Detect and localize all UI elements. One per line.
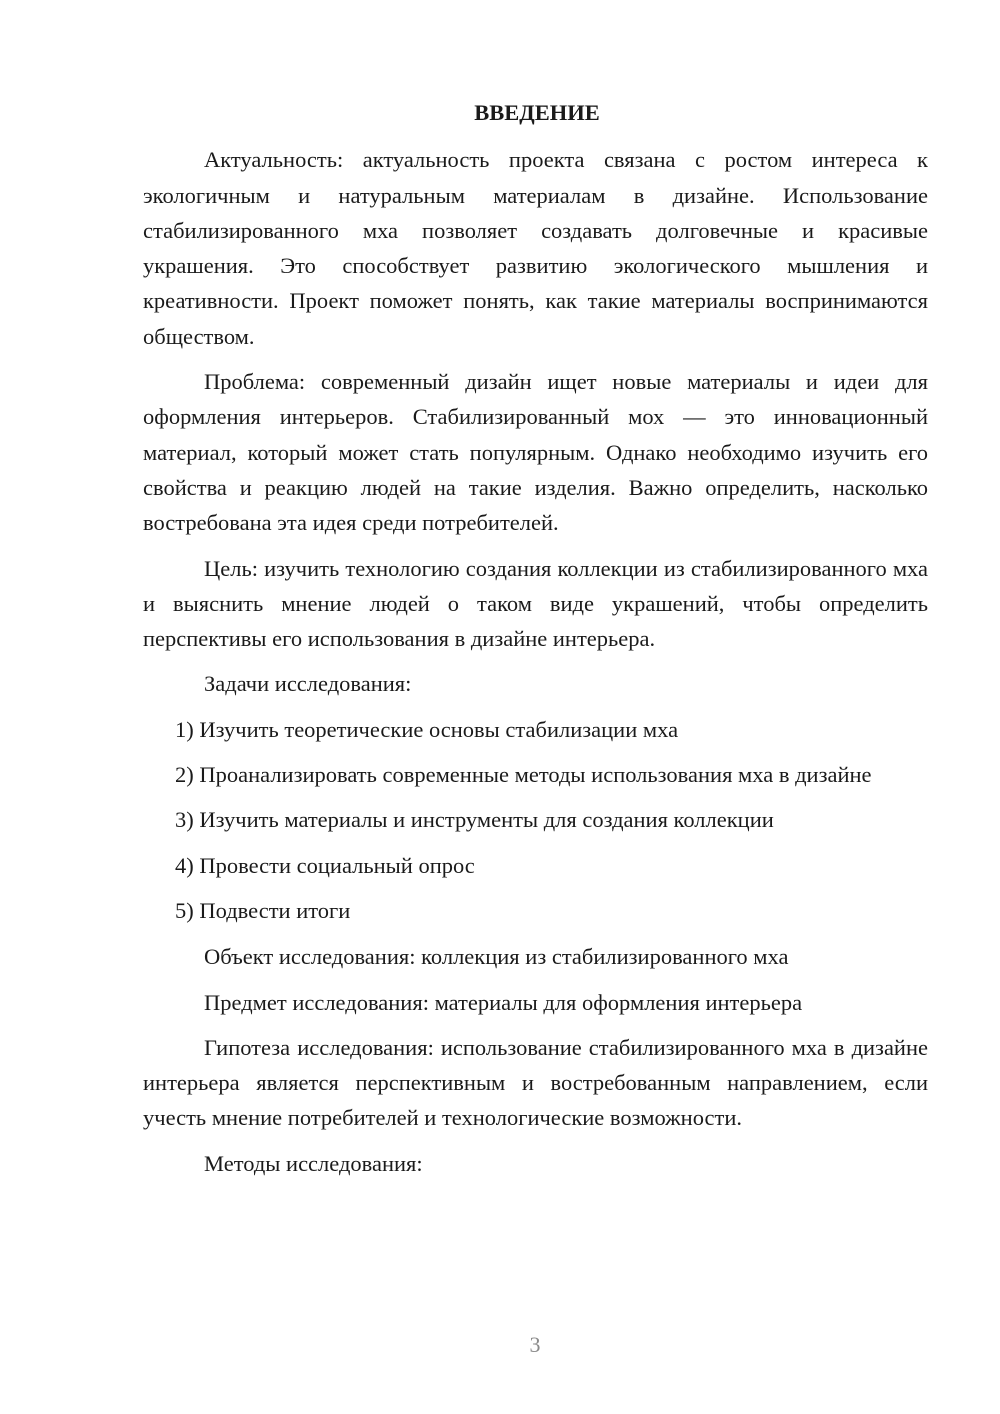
task-item: 1) Изучить теоретические основы стабилизации мха (175, 716, 679, 742)
section-title: ВВЕДЕНИЕ (474, 100, 600, 125)
goal-paragraph: Цель: изучить технологию создания коллекции из стабилизированного мха и выяснить мнение людей о таком виде украшений, чтобы определить перспективы его использования в дизайне интерьера. (143, 555, 928, 652)
task-item: 4) Провести социальный опрос (175, 852, 475, 878)
subject-line: Предмет исследования: материалы для оформления интерьера (204, 989, 803, 1015)
methods-heading: Методы исследования: (204, 1150, 423, 1176)
problem-paragraph: Проблема: современный дизайн ищет новые материалы и идеи для оформления интерьеров. Стабилизированный мох — это инновационный материал, который может стать популярным. Однако необходимо изучить его свойства и реакцию людей на такие изделия. Важно определить, насколько востребована эта идея среди потребителей. (143, 369, 928, 536)
page-content (143, 95, 928, 1191)
object-line: Объект исследования: коллекция из стабилизированного мха (204, 944, 789, 970)
tasks-heading: Задачи исследования: (204, 671, 412, 697)
hypothesis-paragraph: Гипотеза исследования: использование стабилизированного мха в дизайне интерьера является перспективным и востребованным направлением, если учесть мнение потребителей и технологические возможности. (143, 1034, 928, 1131)
relevance-paragraph: Актуальность: актуальность проекта связана с ростом интереса к экологичным и натуральным материалам в дизайне. Использование стабилизированного мха позволяет создавать долговечные и красивые украшения. Это способствует развитию экологического мышления и креативности. Проект поможет понять, как такие материалы воспринимаются обществом. (143, 147, 928, 349)
task-item: 5) Подвести итоги (175, 897, 351, 923)
task-item: 2) Проанализировать современные методы использования мха в дизайне (175, 762, 872, 788)
task-item: 3) Изучить материалы и инструменты для создания коллекции (175, 807, 774, 833)
page-number: 3 (529, 1332, 541, 1357)
tasks-list (143, 712, 928, 928)
